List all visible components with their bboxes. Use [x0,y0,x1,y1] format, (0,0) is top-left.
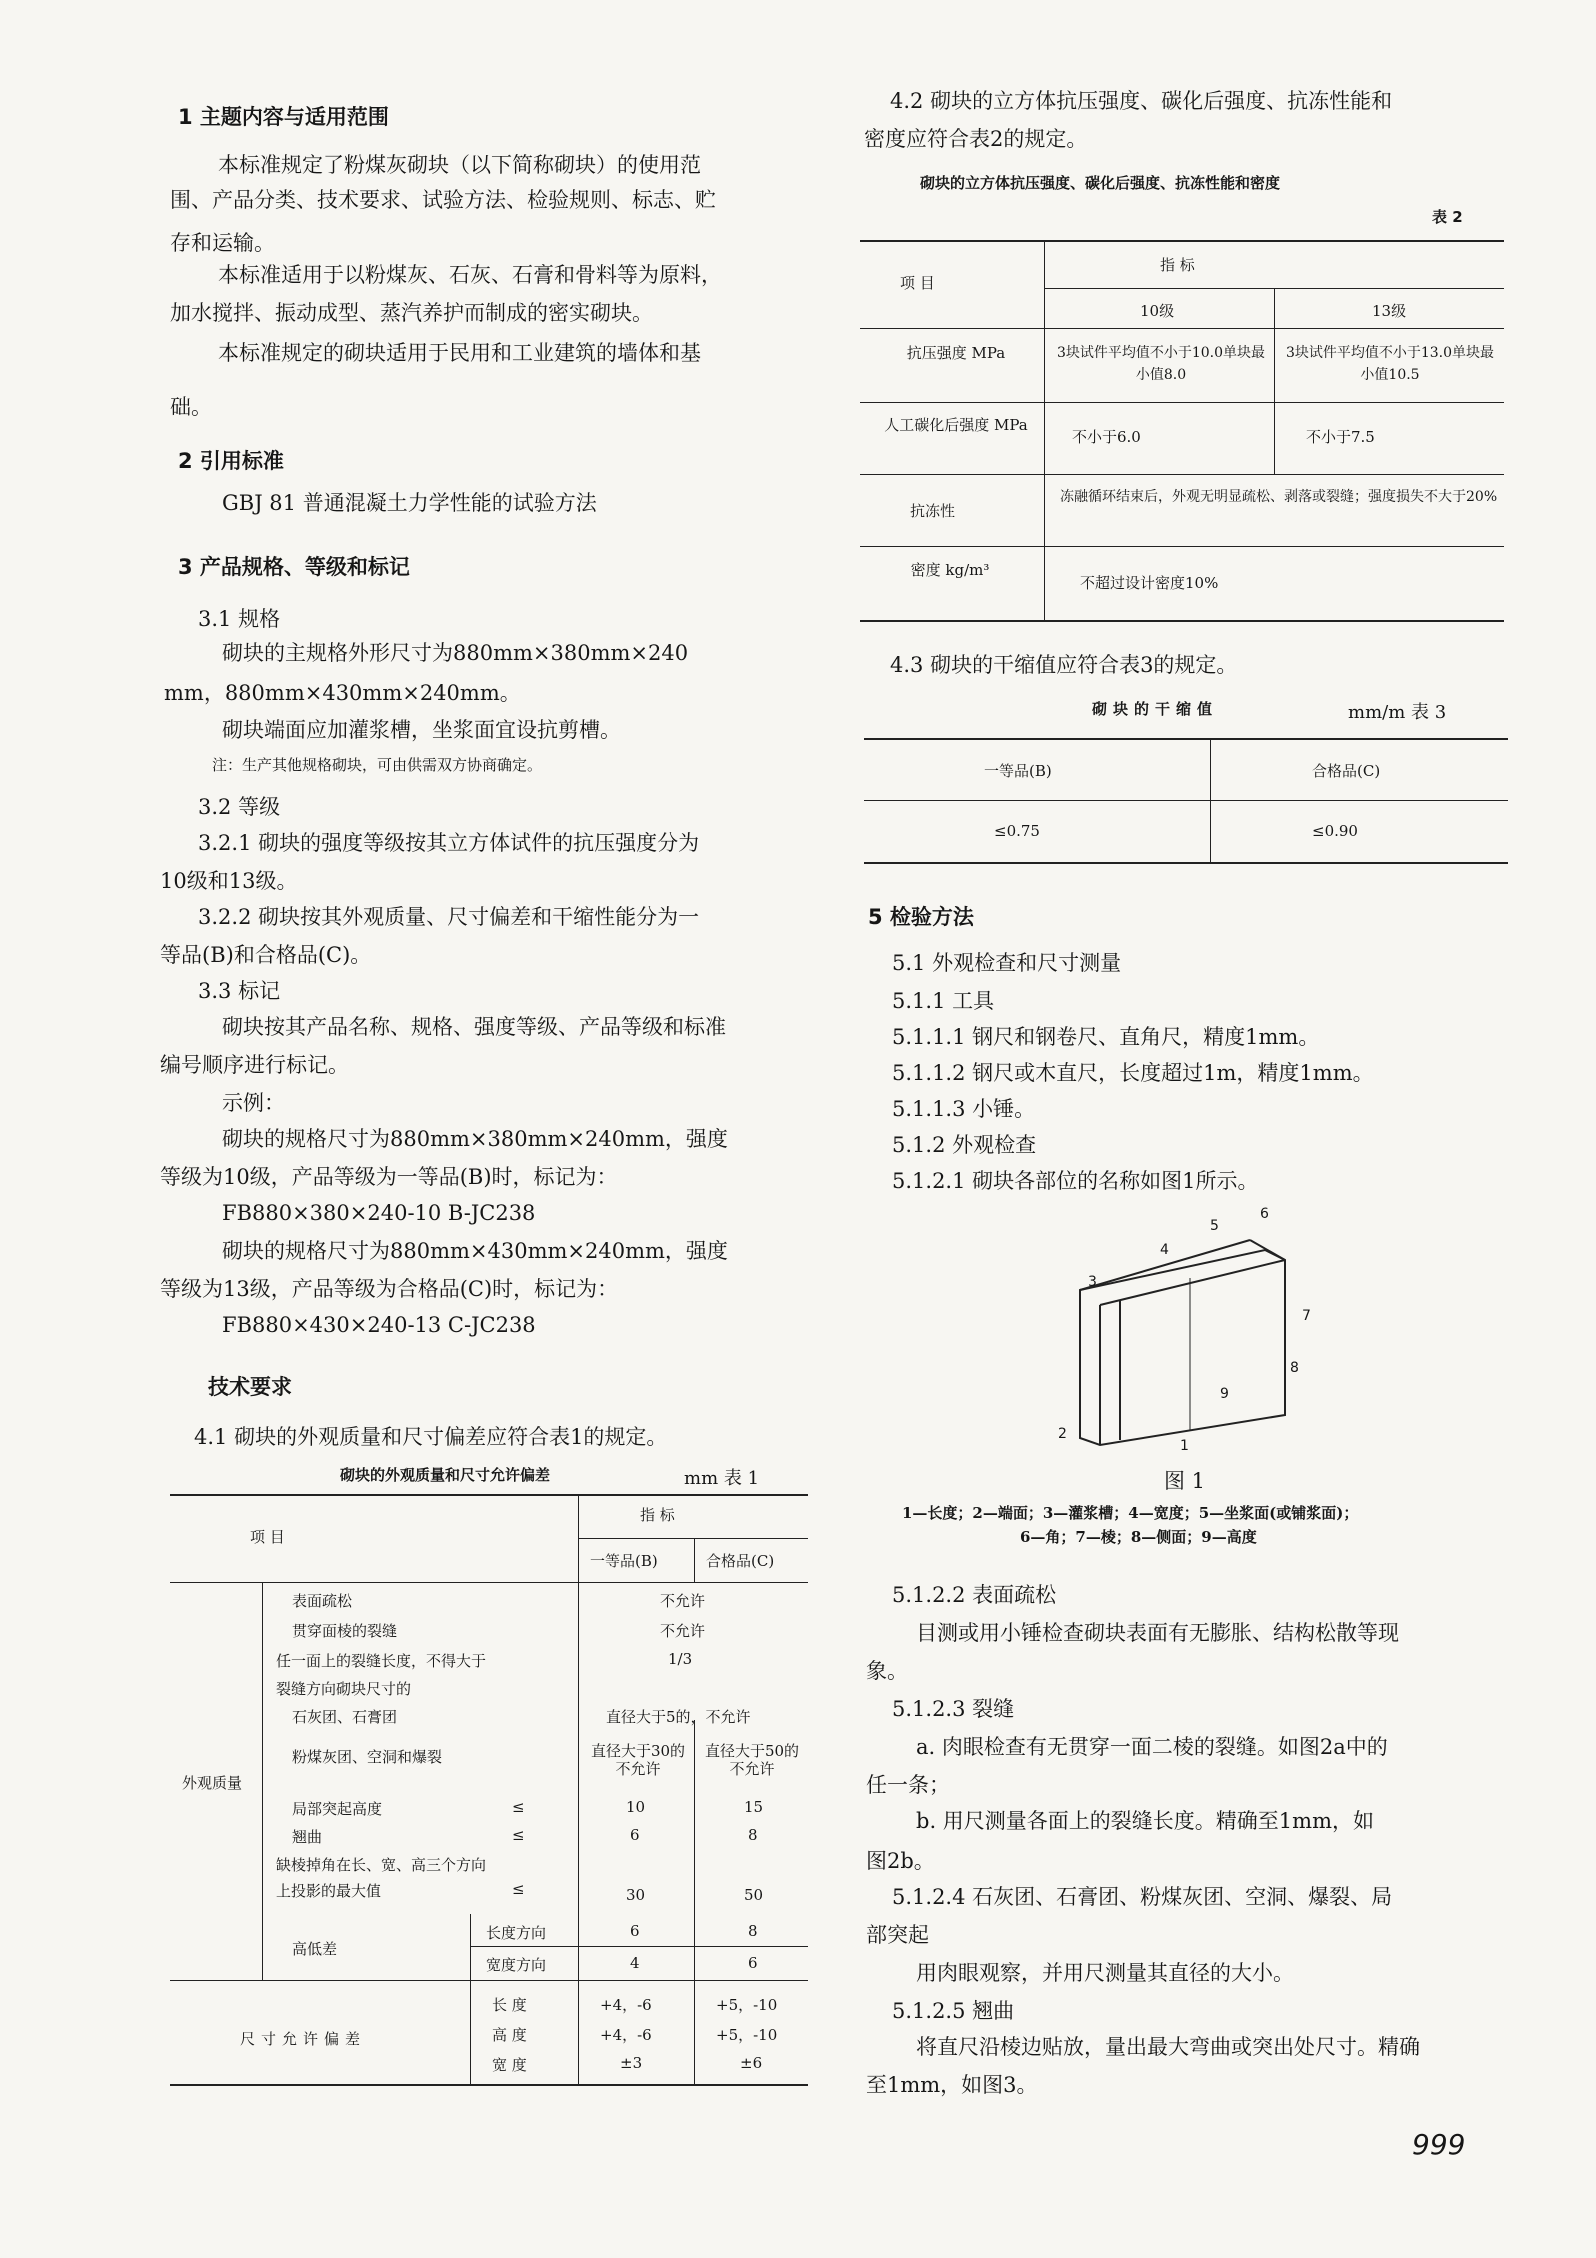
s322: 等品(B)和合格品(C)。 [160,943,372,967]
table1-row-sub: ≤ [512,1826,525,1844]
s31-para: 砌块的主规格外形尺寸为880mm×380mm×240 [222,641,689,665]
s33-title: 3.3 标记 [198,979,281,1003]
figure1-block-drawing [1040,1200,1340,1450]
s1-para2: 加水搅拌、振动成型、蒸汽养护而制成的密实砌块。 [170,301,653,325]
s5125: 5.1.2.5 翘曲 [892,1999,1015,2023]
s33-example2: 等级为13级，产品等级为合格品(C)时，标记为： [160,1277,619,1301]
section-1-title: 1 主题内容与适用范围 [178,105,389,129]
table1-row-value: 1/3 [668,1650,693,1668]
s33-example1-code: FB880×380×240-10 B-JC238 [222,1201,536,1225]
s1-para1: 围、产品分类、技术要求、试验方法、检验规则、标志、贮 [170,188,716,212]
table1-row-item: 高低差 [292,1940,338,1958]
table2-row-item: 密度 kg/m³ [910,561,990,579]
s33-para: 砌块按其产品名称、规格、强度等级、产品等级和标准 [222,1015,726,1039]
table1-row-b: +4，-6 [600,2026,652,2044]
table3-value-c: ≤0.90 [1312,822,1358,840]
s31-title: 3.1 规格 [198,607,281,631]
table1-label: mm 表 1 [684,1468,760,1489]
s42: 密度应符合表2的规定。 [864,127,1088,151]
table1-row-item: 贯穿面棱的裂缝 [292,1622,398,1640]
section-2-title: 2 引用标准 [178,449,284,473]
table1-row-b: +4，-6 [600,1996,652,2014]
table1-row-b: 直径大于30的不允许 [590,1742,686,1778]
table1-group-dimension: 尺寸允许偏差 [240,2030,367,2048]
figure1-label: 9 [1220,1386,1229,1402]
s5123-b: b. 用尺测量各面上的裂缝长度。精确至1mm，如 [916,1809,1374,1833]
table1-row-item: 上投影的最大值 [276,1882,382,1900]
figure1-label: 5 [1210,1218,1219,1234]
table2-label: 表 2 [1432,208,1463,226]
table1-row-sub: 长度方向 [486,1924,547,1942]
table1-row-item: 翘曲 [292,1828,323,1846]
s5123-a: a. 肉眼检查有无贯穿一面二棱的裂缝。如图2a中的 [916,1735,1388,1759]
s5123-b: 图2b。 [866,1849,935,1873]
section-5-title: 5 检验方法 [868,905,974,929]
table1-row-c: +5，-10 [716,2026,778,2044]
table1-row-b: 4 [630,1954,640,1972]
s1-para1: 存和运输。 [170,231,275,255]
s5124: 5.1.2.4 石灰团、石膏团、粉煤灰团、空洞、爆裂、局 [892,1885,1393,1909]
figure1-label: 1 [1180,1438,1189,1450]
table1-header-index: 指 标 [640,1506,675,1524]
section-3-title: 3 产品规格、等级和标记 [178,555,410,579]
figure1-label: 8 [1290,1360,1299,1376]
figure1-title: 图 1 [1164,1469,1206,1493]
s511: 5.1.1 工具 [892,989,995,1013]
figure1-label: 4 [1160,1242,1169,1258]
table2-row-span: 冻融循环结束后，外观无明显疏松、剥落或裂缝；强度损失不大于20% [1060,489,1498,505]
table2-header-index: 指 标 [1160,256,1195,274]
table1-row-item: 粉煤灰团、空洞和爆裂 [292,1748,443,1766]
s321: 3.2.1 砌块的强度等级按其立方体试件的抗压强度分为 [198,831,700,855]
s5113: 5.1.1.3 小锤。 [892,1097,1036,1121]
table2-row-span: 不超过设计密度10% [1080,574,1219,592]
table1-row-sub: 宽度方向 [486,1956,547,1974]
table2-row-item: 人工碳化后强度 MPa [884,416,1028,434]
s5121: 5.1.2.1 砌块各部位的名称如图1所示。 [892,1169,1259,1193]
table2-row-item: 抗压强度 MPa [906,344,1006,362]
s5122: 5.1.2.2 表面疏松 [892,1583,1057,1607]
s5125-para: 至1mm，如图3。 [866,2073,1038,2097]
table1-row-c: 8 [748,1922,758,1940]
table1-row-item: 石灰团、石膏团 [292,1708,398,1726]
s5123: 5.1.2.3 裂缝 [892,1697,1015,1721]
table1-header-item: 项 目 [250,1528,285,1546]
table2-header-item: 项 目 [900,274,935,292]
figure1-label: 6 [1260,1206,1269,1222]
s31-note: 注：生产其他规格砌块，可由供需双方协商确定。 [212,756,543,774]
table1-row-b: 6 [630,1826,640,1844]
table1-row-value: 直径大于5的，不允许 [606,1708,751,1726]
table1-row-sub: ≤ [512,1798,525,1816]
table3-label: mm/m 表 3 [1348,702,1447,723]
table1-row-item: 表面疏松 [292,1592,353,1610]
table1-row-b: 10 [626,1798,646,1816]
table3-header-c: 合格品(C) [1312,762,1381,780]
s1-para3: 础。 [170,395,212,419]
table2-caption: 砌块的立方体抗压强度、碳化后强度、抗冻性能和密度 [920,174,1281,192]
s33-para: 编号顺序进行标记。 [160,1053,349,1077]
table1-row-c: 6 [748,1954,758,1972]
s5122-para: 目测或用小锤检查砌块表面有无膨胀、结构松散等现 [916,1621,1399,1645]
table3-value-b: ≤0.75 [994,822,1040,840]
table1-row-c: 50 [744,1886,764,1904]
table1-row-b: ±3 [620,2054,643,2072]
table1-row-sub: 宽 度 [492,2056,527,2074]
table2-row-13: 3块试件平均值不小于13.0单块最小值10.5 [1285,345,1495,383]
table2-header-13: 13级 [1372,302,1407,320]
s1-para2: 本标准适用于以粉煤灰、石灰、石膏和骨料等为原料， [218,263,722,287]
table1-row-item: 裂缝方向砌块尺寸的 [276,1680,412,1698]
table1-row-c: 8 [748,1826,758,1844]
page-number: 999 [1412,2128,1466,2161]
table1-row-c: ±6 [740,2054,763,2072]
table1-row-item: 局部突起高度 [292,1800,383,1818]
s5125-para: 将直尺沿棱边贴放，量出最大弯曲或突出处尺寸。精确 [916,2035,1420,2059]
s43: 4.3 砌块的干缩值应符合表3的规定。 [890,653,1238,677]
s5123-a: 任一条； [866,1773,950,1797]
table2-row-13: 不小于7.5 [1306,428,1375,446]
table3-header-b: 一等品(B) [984,762,1052,780]
table1-row-b: 6 [630,1922,640,1940]
table1-row-item: 任一面上的裂缝长度，不得大于 [276,1652,487,1670]
s33-example1: 砌块的规格尺寸为880mm×380mm×240mm，强度 [222,1127,728,1151]
s1-para3: 本标准规定的砌块适用于民用和工业建筑的墙体和基 [218,341,701,365]
table1-header-b: 一等品(B) [590,1552,658,1570]
s5124: 部突起 [866,1923,929,1947]
s41: 4.1 砌块的外观质量和尺寸偏差应符合表1的规定。 [194,1425,668,1449]
figure1-legend: 6—角；7—棱；8—侧面；9—高度 [1020,1528,1257,1546]
reference-standard: GBJ 81 普通混凝土力学性能的试验方法 [222,491,597,515]
section-4-title: 技术要求 [208,1375,292,1399]
table1-row-sub: 高 度 [492,2026,527,2044]
s5124-para: 用肉眼观察，并用尺测量其直径的大小。 [916,1961,1294,1985]
table1-row-c: 15 [744,1798,764,1816]
s1-para1: 本标准规定了粉煤灰砌块（以下简称砌块）的使用范 [218,153,701,177]
table1-caption: 砌块的外观质量和尺寸允许偏差 [340,1466,551,1484]
table1-header-c: 合格品(C) [706,1552,775,1570]
table2-header-10: 10级 [1140,302,1175,320]
table2-row-10: 不小于6.0 [1072,428,1141,446]
s31-para: mm，880mm×430mm×240mm。 [164,681,521,705]
table2-row-item: 抗冻性 [910,502,956,520]
table1-row-c: 直径大于50的不允许 [704,1742,800,1778]
s31-para: 砌块端面应加灌浆槽，坐浆面宜设抗剪槽。 [222,718,621,742]
figure1-legend: 1—长度；2—端面；3—灌浆槽；4—宽度；5—坐浆面(或铺浆面)； [902,1504,1359,1522]
table1-row-c: +5，-10 [716,1996,778,2014]
s33-example-label: 示例： [222,1091,285,1115]
table1-row-item: 缺棱掉角在长、宽、高三个方向 [276,1856,487,1874]
s33-example2-code: FB880×430×240-13 C-JC238 [222,1313,536,1337]
s5111: 5.1.1.1 钢尺和钢卷尺、直角尺，精度1mm。 [892,1025,1320,1049]
s33-example1: 等级为10级，产品等级为一等品(B)时，标记为： [160,1165,618,1189]
s5122-para: 象。 [866,1659,908,1683]
figure1-label: 3 [1088,1274,1097,1290]
figure1-label: 2 [1058,1426,1067,1442]
table2-row-10: 3块试件平均值不小于10.0单块最小值8.0 [1056,345,1266,383]
table1-row-sub: ≤ [512,1880,525,1898]
s321: 10级和13级。 [160,869,298,893]
table1-group-appearance: 外观质量 [182,1774,243,1792]
s42: 4.2 砌块的立方体抗压强度、碳化后强度、抗冻性能和 [890,89,1393,113]
s32-title: 3.2 等级 [198,795,281,819]
s5112: 5.1.1.2 钢尺或木直尺，长度超过1m，精度1mm。 [892,1061,1374,1085]
table1-row-sub: 长 度 [492,1996,527,2014]
table1-row-value: 不允许 [660,1592,706,1610]
s51: 5.1 外观检查和尺寸测量 [892,951,1122,975]
s512: 5.1.2 外观检查 [892,1133,1037,1157]
figure1-label: 7 [1302,1308,1311,1324]
table1-row-b: 30 [626,1886,646,1904]
table1-row-value: 不允许 [660,1622,706,1640]
s322: 3.2.2 砌块按其外观质量、尺寸偏差和干缩性能分为一 [198,905,700,929]
table3-caption: 砌块的干缩值 [1092,700,1219,718]
s33-example2: 砌块的规格尺寸为880mm×430mm×240mm，强度 [222,1239,728,1263]
